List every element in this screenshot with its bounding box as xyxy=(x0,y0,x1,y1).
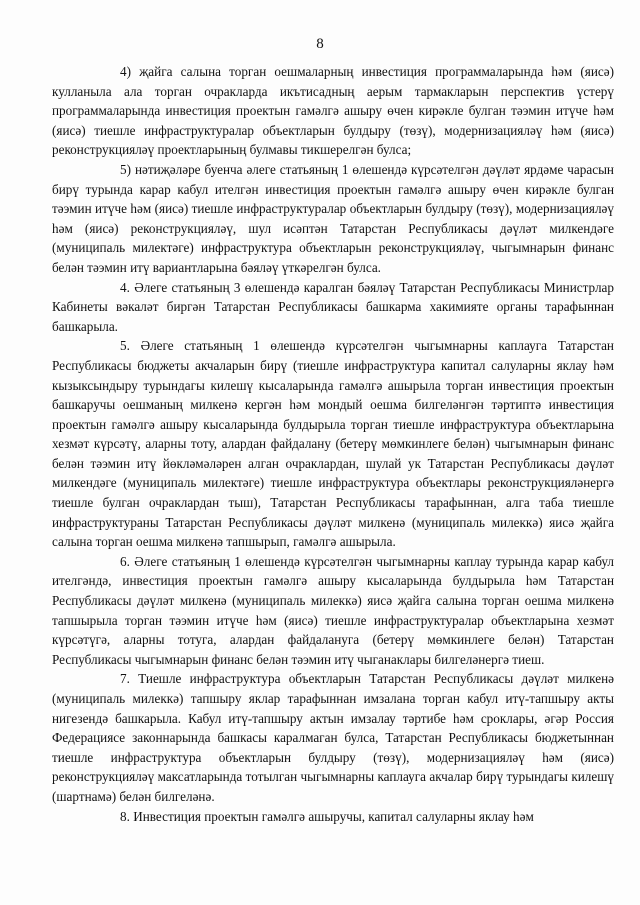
paragraph-item-5 xyxy=(52,160,614,278)
document-body xyxy=(52,62,614,826)
paragraph-text: нәтиҗәләре буенча әлеге статьяның 1 өлешендә күрсәтелгән дәүләт ярдәме чарасын бирү турында карар кабул ителгән инвестиция проектын гамәлгә ашыру өчен кирәкле булган тәэмин итүче һәм (яисә) тиешле инфраструктуралар объектларын булдыру (төзү), модернизацияләү һәм (яисә) реконструкцияләү, шул исәптән Татарстан Республикасы дәүләт милкендәге (муниципаль милектәге) инфраструктура объектларын реконструкцияләү, чыгымнарын финанс белән тәэмин итү вариантларына бәяләү үткәрелгән булса. xyxy=(52,161,614,275)
paragraph-part-6 xyxy=(52,552,614,670)
paragraph-text: Инвестиция проектын гамәлгә ашыручы, капитал салуларны яклау һәм xyxy=(133,808,534,824)
paragraph-number: 7. xyxy=(120,671,130,687)
paragraph-part-5 xyxy=(52,336,614,552)
paragraph-number: 8. xyxy=(120,808,130,824)
paragraph-text: җайга салына торган оешмаларның инвестиция программаларында һәм (яисә) кулланыла ала торган очракларда икътисадның аерым тармакларын перспектив үстерү программаларында инвестиция проектын гамәлгә ашыру өчен кирәкле булган тәэмин итүче һәм (яисә) тиешле инфраструктуралар объектларын булдыру (төзү), модернизацияләү һәм (яисә) реконструкцияләү проектларының булмавы тикшерелгән булса; xyxy=(52,64,615,158)
paragraph-text: Тиешле инфраструктура объектларын Татарстан Республикасы дәүләт милкенә (муниципаль милеккә) тапшыру яклар тарафыннан имзалана торган кабул итү-тапшыру акты нигезендә башкарыла. Кабул итү-тапшыру актын имзалау тәртибе һәм сроклары, әгәр Россия Федерациясе законнарында башкасы каралмаган булса, Татарстан Республикасы бюджетыннан тиешле инфраструктура объектларын булдыру (төзү), модернизацияләү һәм (яисә) реконструкцияләү максатларында тотылган чыгымнарны каплауга акчалар бирү турындагы килешү (шартнамә) белән билгеләнә. xyxy=(52,671,614,804)
paragraph-text: Әлеге статьяның 1 өлешендә күрсәтелгән чыгымнарны каплау турында карар кабул ителгәндә, инвестиция проектын гамәлгә ашыру кысаларында булдырыла һәм Татарстан Республикасы дәүләт милкенә (муниципаль милеккә) яисә җайга салына торган оешма милкенә тапшырыла торган тәэмин итүче һәм (яисә) тиешле инфраструктуралар объектларына хезмәт күрсәтүгә, аларны тотуга, алардан файдалануга (бетерү мөмкинлеге белән) Татарстан Республикасы чыгымнарын финанс белән тәэмин итү чыганаклары билгеләнергә тиеш. xyxy=(52,553,614,667)
paragraph-text: Әлеге статьяның 1 өлешендә күрсәтелгән чыгымнарны каплауга Татарстан Республикасы бюджеты акчаларын бирү (тиешле инфраструктура капитал салуларны яклау һәм кызыксындыру турындагы килешү кысаларында гамәлгә ашырыла торган инвестиция проектын башкаручы оешманың милкенә кергән һәм мондый оешма билгеләнгән тәртиптә инвестиция проектын гамәлгә ашыру кысаларында булдырыла торган тиешле инфраструктура объектларына хезмәт күрсәтү, аларны тоту, алардан файдалану (бетерү мөмкинлеге белән) чыгымнарын финанс белән тәэмин итү йөкләмәләрен алган очраклардан, шулай ук Татарстан Республикасы дәүләт милкендәге (муниципаль милектәге) тиешле инфраструктура объектлары реконструкцияләнергә тиешле булган очраклардан тыш), Татарстан Республикасы тарафыннан, алга таба тиешле инфраструктураны Татарстан Республикасы дәүләт милкенә (муниципаль милеккә) яисә җайга салына торган оешма милкенә тапшырып, гамәлгә ашырыла. xyxy=(52,338,614,550)
paragraph-item-4 xyxy=(52,62,614,160)
paragraph-part-8 xyxy=(52,807,614,827)
paragraph-text: Әлеге статьяның 3 өлешендә каралган бәяләү Татарстан Республикасы Министрлар Кабинеты вәкаләт биргән Татарстан Республикасы башкарма хакимияте органы тарафыннан башкарыла. xyxy=(52,279,614,334)
paragraph-number: 4) xyxy=(120,64,131,79)
paragraph-number: 6. xyxy=(120,553,130,569)
page-number: 8 xyxy=(316,36,324,52)
paragraph-number: 4. xyxy=(120,279,130,295)
paragraph-part-4 xyxy=(52,278,614,337)
paragraph-number: 5. xyxy=(120,338,130,354)
paragraph-part-7 xyxy=(52,669,614,806)
paragraph-number: 5) xyxy=(120,161,131,177)
